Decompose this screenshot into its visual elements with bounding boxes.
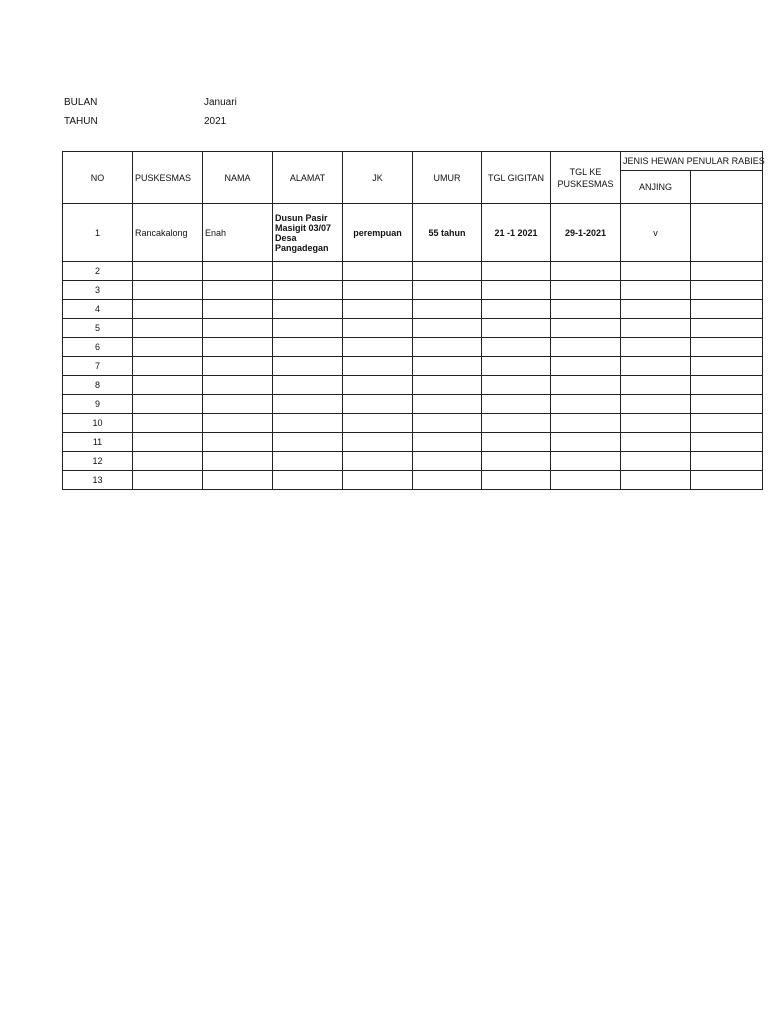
empty-cell xyxy=(203,376,273,395)
empty-cell xyxy=(691,471,763,490)
row-anjing: v xyxy=(621,204,691,262)
header-umur: UMUR xyxy=(413,152,482,204)
empty-cell xyxy=(343,281,413,300)
empty-cell xyxy=(203,300,273,319)
empty-cell xyxy=(482,300,551,319)
empty-cell xyxy=(482,262,551,281)
empty-cell xyxy=(621,357,691,376)
empty-cell xyxy=(413,300,482,319)
row-puskesmas: Rancakalong xyxy=(133,204,203,262)
empty-cell xyxy=(621,262,691,281)
empty-cell xyxy=(482,319,551,338)
empty-cell xyxy=(621,433,691,452)
empty-cell xyxy=(343,414,413,433)
empty-cell xyxy=(203,471,273,490)
row-no: 3 xyxy=(63,281,133,300)
empty-cell xyxy=(203,395,273,414)
empty-cell xyxy=(482,338,551,357)
empty-cell xyxy=(621,471,691,490)
empty-cell xyxy=(691,376,763,395)
empty-cell xyxy=(621,281,691,300)
empty-cell xyxy=(551,262,621,281)
empty-cell xyxy=(133,414,203,433)
table-row xyxy=(63,262,763,281)
empty-cell xyxy=(413,281,482,300)
row-no: 1 xyxy=(63,204,133,262)
tahun-value: 2021 xyxy=(204,116,227,127)
empty-cell xyxy=(621,376,691,395)
empty-cell xyxy=(273,414,343,433)
row-no: 7 xyxy=(63,357,133,376)
row-no: 9 xyxy=(63,395,133,414)
empty-cell xyxy=(413,433,482,452)
empty-cell xyxy=(621,300,691,319)
row-nama: Enah xyxy=(203,204,273,262)
empty-cell xyxy=(273,433,343,452)
empty-cell xyxy=(413,357,482,376)
empty-cell xyxy=(133,319,203,338)
empty-cell xyxy=(691,452,763,471)
empty-cell xyxy=(273,471,343,490)
empty-cell xyxy=(551,300,621,319)
header-nama: NAMA xyxy=(203,152,273,204)
empty-cell xyxy=(203,414,273,433)
empty-cell xyxy=(621,452,691,471)
empty-cell xyxy=(482,281,551,300)
table-row xyxy=(63,433,763,452)
empty-cell xyxy=(413,338,482,357)
empty-cell xyxy=(551,395,621,414)
table-row xyxy=(63,414,763,433)
empty-cell xyxy=(691,319,763,338)
empty-cell xyxy=(273,395,343,414)
empty-cell xyxy=(273,262,343,281)
empty-cell xyxy=(691,338,763,357)
empty-cell xyxy=(273,300,343,319)
header-hewan-lain xyxy=(691,171,763,204)
empty-cell xyxy=(343,433,413,452)
row-hewan-lain xyxy=(691,204,763,262)
empty-cell xyxy=(343,395,413,414)
empty-cell xyxy=(133,395,203,414)
empty-cell xyxy=(273,376,343,395)
empty-cell xyxy=(551,414,621,433)
table-row xyxy=(63,300,763,319)
header-anjing: ANJING xyxy=(621,171,691,204)
empty-cell xyxy=(133,262,203,281)
empty-cell xyxy=(482,357,551,376)
row-tgl-gigitan: 21 -1 2021 xyxy=(482,204,551,262)
table-row xyxy=(63,338,763,357)
empty-cell xyxy=(551,319,621,338)
table-row xyxy=(63,319,763,338)
row-no: 11 xyxy=(63,433,133,452)
table-row xyxy=(63,204,763,262)
empty-cell xyxy=(133,338,203,357)
empty-cell xyxy=(621,319,691,338)
row-no: 5 xyxy=(63,319,133,338)
table-row xyxy=(63,281,763,300)
row-no: 13 xyxy=(63,471,133,490)
empty-cell xyxy=(133,281,203,300)
empty-cell xyxy=(413,319,482,338)
empty-cell xyxy=(691,281,763,300)
empty-cell xyxy=(203,338,273,357)
empty-cell xyxy=(413,471,482,490)
empty-cell xyxy=(551,452,621,471)
empty-cell xyxy=(343,300,413,319)
row-no: 8 xyxy=(63,376,133,395)
header-jenis-hewan: JENIS HEWAN PENULAR RABIES xyxy=(621,152,763,171)
empty-cell xyxy=(343,357,413,376)
table-row xyxy=(63,376,763,395)
row-no: 4 xyxy=(63,300,133,319)
header-jk: JK xyxy=(343,152,413,204)
empty-cell xyxy=(691,395,763,414)
empty-cell xyxy=(343,338,413,357)
empty-cell xyxy=(273,338,343,357)
empty-cell xyxy=(482,452,551,471)
empty-cell xyxy=(413,414,482,433)
header-tgl-gigitan: TGL GIGITAN xyxy=(482,152,551,204)
empty-cell xyxy=(203,357,273,376)
header-alamat: ALAMAT xyxy=(273,152,343,204)
tahun-label: TAHUN xyxy=(64,116,98,127)
empty-cell xyxy=(482,471,551,490)
empty-cell xyxy=(482,433,551,452)
row-alamat: Dusun Pasir Masigit 03/07 Desa Pangadegan xyxy=(273,204,343,262)
empty-cell xyxy=(691,433,763,452)
empty-cell xyxy=(691,414,763,433)
empty-cell xyxy=(482,414,551,433)
empty-cell xyxy=(133,300,203,319)
empty-cell xyxy=(133,471,203,490)
table-row xyxy=(63,357,763,376)
empty-cell xyxy=(691,262,763,281)
empty-cell xyxy=(343,471,413,490)
row-tgl-ke-puskesmas: 29-1-2021 xyxy=(551,204,621,262)
bulan-value: Januari xyxy=(204,97,237,108)
empty-cell xyxy=(551,433,621,452)
row-no: 10 xyxy=(63,414,133,433)
row-no: 2 xyxy=(63,262,133,281)
row-jk: perempuan xyxy=(343,204,413,262)
empty-cell xyxy=(343,376,413,395)
row-no: 6 xyxy=(63,338,133,357)
empty-cell xyxy=(413,262,482,281)
empty-cell xyxy=(551,281,621,300)
empty-cell xyxy=(551,471,621,490)
row-umur: 55 tahun xyxy=(413,204,482,262)
header-tgl-ke-puskesmas: TGL KE PUSKESMAS xyxy=(551,152,621,204)
empty-cell xyxy=(621,414,691,433)
empty-cell xyxy=(203,452,273,471)
empty-cell xyxy=(551,376,621,395)
empty-cell xyxy=(691,357,763,376)
table-row xyxy=(63,471,763,490)
empty-cell xyxy=(621,395,691,414)
empty-cell xyxy=(133,433,203,452)
empty-cell xyxy=(482,395,551,414)
empty-cell xyxy=(133,452,203,471)
empty-cell xyxy=(551,338,621,357)
empty-cell xyxy=(203,433,273,452)
empty-cell xyxy=(551,357,621,376)
empty-cell xyxy=(413,395,482,414)
empty-cell xyxy=(133,376,203,395)
header-puskesmas: PUSKESMAS xyxy=(133,152,203,204)
empty-cell xyxy=(343,262,413,281)
empty-cell xyxy=(203,262,273,281)
empty-cell xyxy=(273,357,343,376)
empty-cell xyxy=(482,376,551,395)
empty-cell xyxy=(621,338,691,357)
empty-cell xyxy=(343,319,413,338)
empty-cell xyxy=(413,376,482,395)
empty-cell xyxy=(133,357,203,376)
table-row xyxy=(63,452,763,471)
empty-cell xyxy=(203,281,273,300)
bulan-label: BULAN xyxy=(64,97,98,108)
row-no: 12 xyxy=(63,452,133,471)
empty-cell xyxy=(343,452,413,471)
empty-cell xyxy=(273,319,343,338)
rabies-report-table xyxy=(62,151,765,495)
empty-cell xyxy=(273,452,343,471)
empty-cell xyxy=(691,300,763,319)
table-row xyxy=(63,395,763,414)
empty-cell xyxy=(203,319,273,338)
empty-cell xyxy=(413,452,482,471)
empty-cell xyxy=(273,281,343,300)
header-no: NO xyxy=(63,152,133,204)
